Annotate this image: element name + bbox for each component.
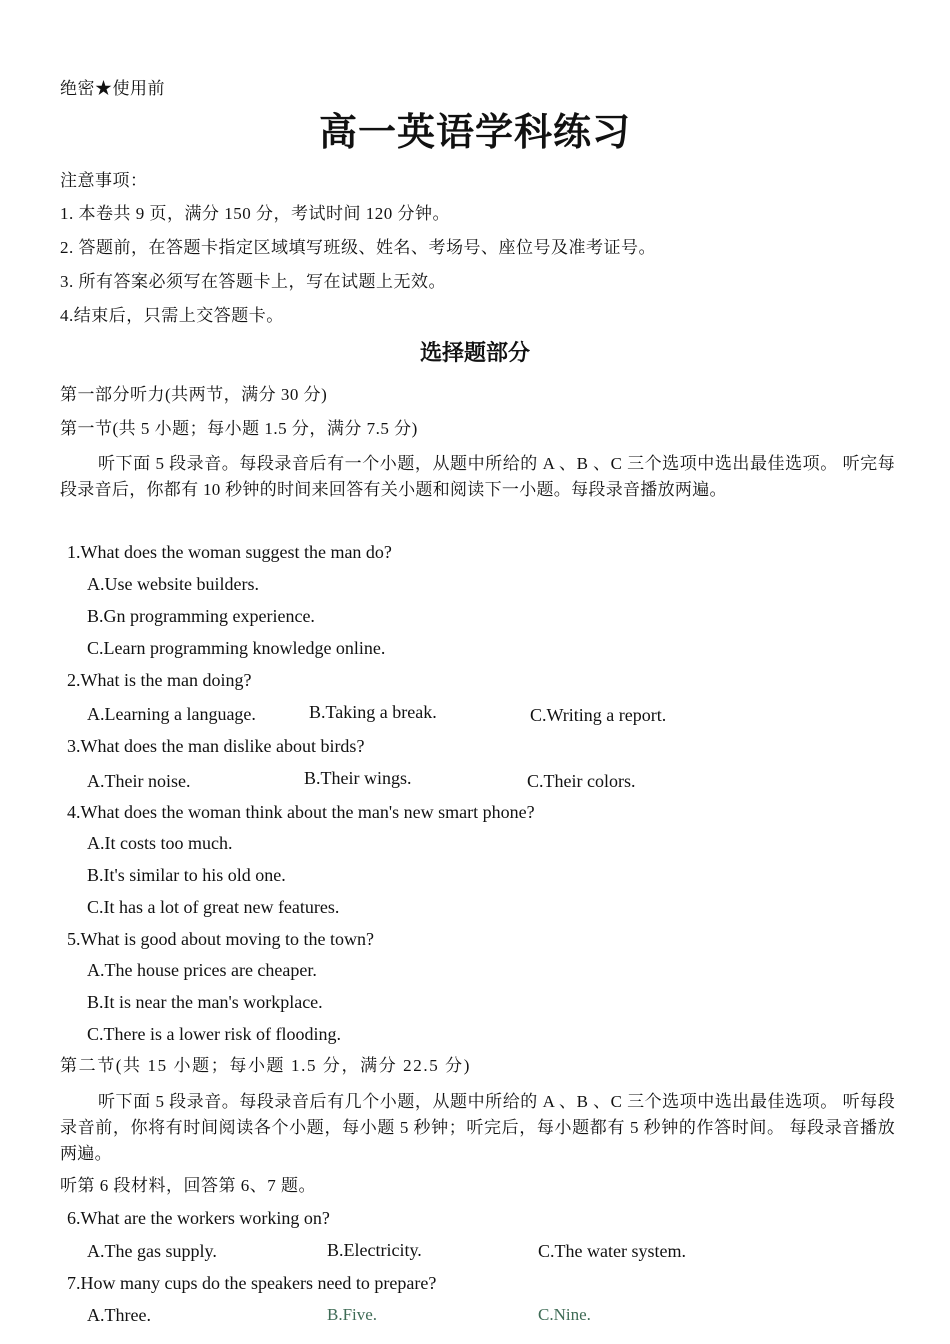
section-instructions: 听下面 5 段录音。每段录音后有几个小题，从题中所给的 A 、B 、C 三个选项中选出最佳选项。 听每段录音前，你将有时间阅读各个小题，每小题 5 秒钟；听完后，每小题都有 5 秒钟的作答时间。 每段录音播放两遍。 <box>60 1092 895 1163</box>
question-option: C.Their colors. <box>527 771 636 791</box>
question-option: B.Gn programming experience. <box>87 606 315 626</box>
classification-label: 绝密★使用前 <box>60 79 165 98</box>
notes-heading: 注意事项： <box>60 171 148 190</box>
question-option: C.It has a lot of great new features. <box>87 897 340 917</box>
question-stem: 5.What is good about moving to the town? <box>67 929 374 949</box>
question-option: C.There is a lower risk of flooding. <box>87 1024 341 1044</box>
question-option: C.Writing a report. <box>530 705 667 725</box>
question-stem: 1.What does the woman suggest the man do? <box>67 542 392 562</box>
note-item: 2. 答题前，在答题卡指定区域填写班级、姓名、考场号、座位号及准考证号。 <box>60 238 656 257</box>
question-stem: 2.What is the man doing? <box>67 670 252 690</box>
material-note: 听第 6 段材料，回答第 6、7 题。 <box>60 1176 316 1195</box>
question-option: B.Taking a break. <box>309 702 437 722</box>
section-heading: 第二节(共 15 小题；每小题 1.5 分，满分 22.5 分) <box>60 1056 472 1075</box>
section-heading: 第一节(共 5 小题；每小题 1.5 分，满分 7.5 分) <box>60 419 418 438</box>
question-option: A.The house prices are cheaper. <box>87 960 317 980</box>
page-title: 高一英语学科练习 <box>318 112 631 154</box>
question-stem: 3.What does the man dislike about birds? <box>67 736 365 756</box>
question-stem: 7.How many cups do the speakers need to prepare? <box>67 1273 437 1293</box>
question-stem: 4.What does the woman think about the man's new smart phone? <box>67 802 535 822</box>
note-item: 1. 本卷共 9 页，满分 150 分，考试时间 120 分钟。 <box>60 204 450 223</box>
question-option: A.Three. <box>87 1305 151 1325</box>
question-option: B.It is near the man's workplace. <box>87 992 323 1012</box>
question-option: A.Use website builders. <box>87 574 259 594</box>
question-option: C.The water system. <box>538 1241 686 1261</box>
question-option: B.Their wings. <box>304 768 412 788</box>
question-option: A.The gas supply. <box>87 1241 217 1261</box>
question-option: B.Electricity. <box>327 1240 422 1260</box>
question-stem: 6.What are the workers working on? <box>67 1208 330 1228</box>
note-item: 3. 所有答案必须写在答题卡上，写在试题上无效。 <box>60 272 446 291</box>
question-option: A.It costs too much. <box>87 833 233 853</box>
section-instructions: 听下面 5 段录音。每段录音后有一个小题，从题中所给的 A 、B 、C 三个选项中选出最佳选项。 听完每段录音后，你都有 10 秒钟的时间来回答有关小题和阅读下一小题。每段录音播放两遍。 <box>60 454 895 499</box>
question-option: B.Five. <box>327 1305 378 1324</box>
part-heading: 第一部分听力(共两节，满分 30 分) <box>60 385 328 404</box>
question-option: B.It's similar to his old one. <box>87 865 286 885</box>
section-title: 选择题部分 <box>419 340 530 365</box>
question-option: A.Their noise. <box>87 771 191 791</box>
note-item: 4.结束后，只需上交答题卡。 <box>60 306 284 325</box>
question-option: A.Learning a language. <box>87 704 256 724</box>
question-option: C.Learn programming knowledge online. <box>87 638 386 658</box>
question-option: C.Nine. <box>538 1305 591 1324</box>
